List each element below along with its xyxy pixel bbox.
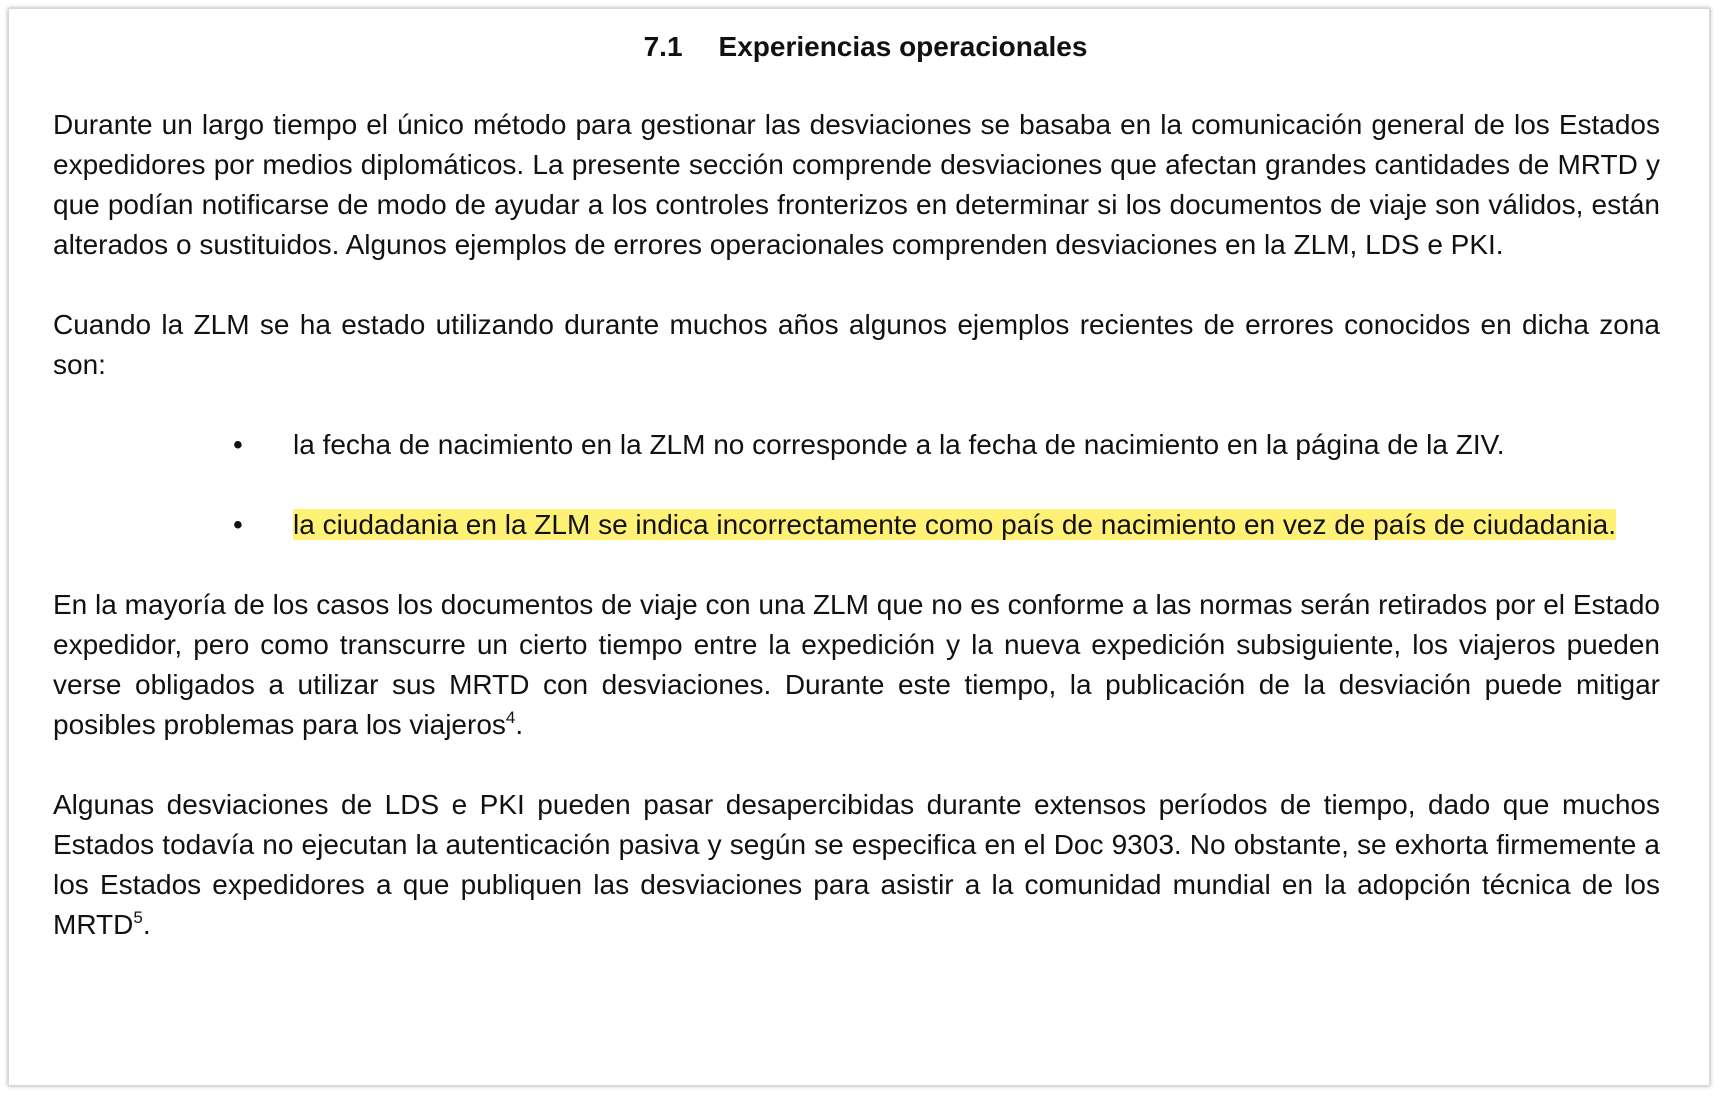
list-item <box>53 505 1660 545</box>
document-page <box>8 8 1710 1086</box>
paragraph-3-text: En la mayoría de los casos los documentos de viaje con una ZLM que no es conforme a las normas serán retirados por el Estado expedidor, pero como transcurre un cierto tiempo entre la expedición y la nueva expedición subsiguiente, los viajeros pueden verse obligados a utilizar sus MRTD con desviaciones. Durante este tiempo, la publicación de la desviación puede mitigar posibles problemas para los viajeros <box>53 589 1660 740</box>
footnote-ref-5[interactable]: 5 <box>133 908 143 927</box>
bullet-marker: • <box>233 509 243 540</box>
list-item <box>53 425 1660 465</box>
document-content <box>53 27 1660 985</box>
paragraph-4-period: . <box>142 909 151 940</box>
bullet-list <box>53 425 1660 545</box>
paragraph-4-text: Algunas desviaciones de LDS e PKI pueden pasar desapercibidas durante extensos períodos de tiempo, dado que muchos Estados todavía no ejecutan la autenticación pasiva y según se especifica en el Doc 9303. No obstante, se exhorta firmemente a los Estados expedidores a que publiquen las desviaciones para asistir a la comunidad mundial en la adopción técnica de los MRTD <box>53 789 1660 940</box>
bullet-marker: • <box>233 429 243 460</box>
highlighted-bullet-text-2: la ciudadania en la ZLM se indica incorrectamente como país de nacimiento en vez de país de ciudadania. <box>293 509 1617 540</box>
section-heading <box>53 27 1660 67</box>
section-number: 7.1 <box>643 31 683 62</box>
bullet-text-1: la fecha de nacimiento en la ZLM no corresponde a la fecha de nacimiento en la página de la ZIV. <box>293 429 1505 460</box>
paragraph-3-period: . <box>515 709 524 740</box>
paragraph-3 <box>53 585 1660 745</box>
paragraph-4 <box>53 785 1660 945</box>
section-title: Experiencias operacionales <box>718 31 1088 62</box>
paragraph-1: Durante un largo tiempo el único método para gestionar las desviaciones se basaba en la comunicación general de los Estados expedidores por medios diplomáticos. La presente sección comprende desviaciones que afectan grandes cantidades de MRTD y que podían notificarse de modo de ayudar a los controles fronterizos en determinar si los documentos de viaje son válidos, están alterados o sustituidos. Algunos ejemplos de errores operacionales comprenden desviaciones en la ZLM, LDS e PKI. <box>53 109 1660 260</box>
paragraph-2: Cuando la ZLM se ha estado utilizando durante muchos años algunos ejemplos recientes de errores conocidos en dicha zona son: <box>53 309 1660 380</box>
footnote-ref-4[interactable]: 4 <box>505 708 516 727</box>
